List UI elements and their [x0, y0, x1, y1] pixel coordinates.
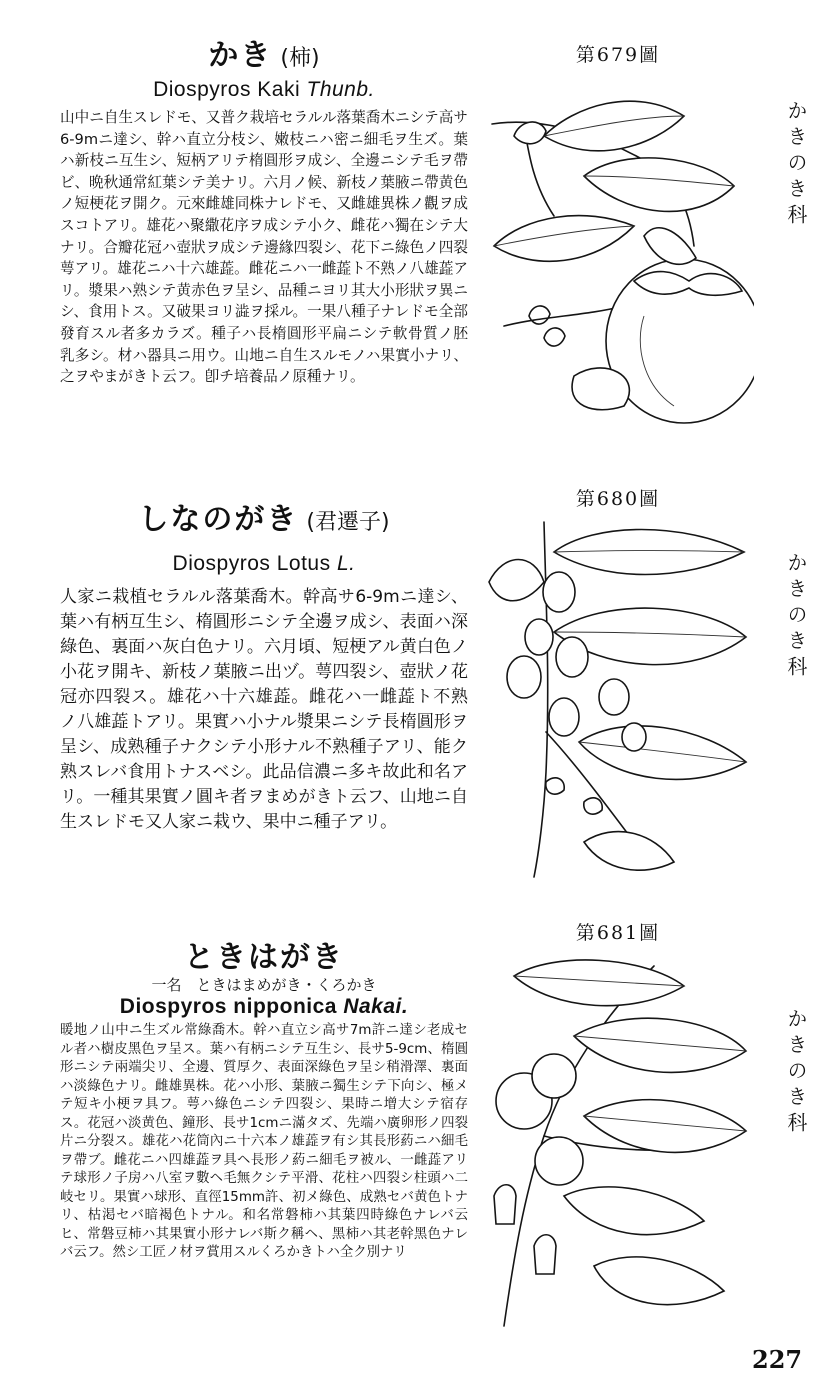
twig	[504, 306, 624, 326]
scientific-name	[60, 551, 468, 577]
fruit	[525, 619, 553, 655]
leaf	[584, 832, 674, 871]
scientific-name	[60, 994, 468, 1020]
title-kana: しなのがき	[138, 502, 299, 537]
leaf	[544, 101, 684, 151]
figure-label-679: 第679圖	[575, 44, 661, 66]
leaf	[489, 560, 544, 601]
fruit	[532, 1054, 576, 1098]
family-label: かきのき科	[784, 1008, 808, 1138]
page-number: 227	[752, 1345, 803, 1374]
flower	[544, 328, 565, 346]
fruit	[599, 679, 629, 715]
title-kanji: (柿)	[280, 46, 320, 71]
description: 山中ニ自生スレドモ、又普ク栽培セラルル落葉喬木ニシテ高サ6-9mニ達シ、幹ハ直立分枝シ、嫩枝ニハ密ニ細毛ヲ生ズ。葉ハ新枝ニ互生シ、短柄アリテ楕圓形ヲ成シ、全邊ニシテ毛ヲ帶ビ、晩秋通常紅葉シテ美ナリ。六月ノ候、新枝ノ葉腋ニ帶黄色ノ短梗花ヲ開ク。元來雌雄同株ナレドモ、又雌雄異株ノ觀ヲ成スコトアリ。雄花ハ聚繖花序ヲ成シテ小ク、雌花ハ獨在シテ大ナリ。合瓣花冠ハ壺狀ヲ成シテ邊緣四裂シ、花下ニ綠色ノ四裂萼アリ。雄花ニハ十六雄蕋。雌花ニハ一雌蕋ト不熟ノ八雄蕋アリ。漿果ハ熟シテ黄赤色ヲ呈シ、品種ニヨリ其大小形狀ヲ異ニシ、食用トス。又破果ヨリ澁ヲ採ル。一果八種子ナレドモ全部發育スル者多カラズ。種子ハ長楕圓形平扁ニシテ軟骨質ノ胚乳多シ。材ハ器具ニ用ウ。山地ニ自生スルモノハ果實小ナリ、之ヲやまがきト云フ。卽チ培養品ノ原種ナリ。	[60, 109, 468, 386]
entry-title: ときはがき	[184, 940, 344, 975]
entry-kaki	[60, 38, 468, 388]
entry-title	[60, 502, 468, 541]
fruit	[543, 572, 575, 612]
description: 暖地ノ山中ニ生ズル常綠喬木。幹ハ直立シ高サ7m許ニ達シ老成セル者ハ樹皮黑色ヲ呈ス。葉ハ有柄ニシテ互生シ、長サ5-9cm、楕圓形ニシテ兩端尖リ、全邊、質厚ク、表面深綠色ヲ呈シ稍滑澤、裏面ハ淡綠色ナリ。雌雄異株。花ハ小形、葉腋ニ獨生シテ下向シ、極メテ短キ小梗ヲ具フ。萼ハ綠色ニシテ四裂シ、果時ニ增大シテ宿存ス。花冠ハ淡黄色、鐘形、長サ1cmニ滿タズ、先端ハ廣卵形ノ四裂片ニ分裂ス。雄花ハ花筒內ニ十六本ノ雄蕋ヲ有シ其長形葯ニハ細毛ヲ帶ブ。雌花ニハ四雄蕋ヲ具ヘ長形ノ葯ニ細毛ヲ被ル、一雌蕋アリテ球形ノ子房ハ八室ヲ數ヘ毛無クシテ平滑、花柱ハ四裂シ柱頭ハ二岐セリ。果實ハ球形、直徑15mm許、初メ綠色、成熟セバ黄色トナリ、枯渇セバ暗褐色トナル。和名常磐柿ハ其葉四時綠色ナレバ云ヒ、常磐豆柿ハ其果實小形ナレバ斯ク稱ヘ、黑柿ハ其老幹黑色ナレバ云フ。然シ工匠ノ材ヲ賞用スルくろかきトハ全ク別ナリ	[60, 1023, 468, 1260]
leaf	[554, 530, 744, 575]
sci-genus: Diospyros Kaki	[153, 78, 301, 101]
figure-label-680: 第680圖	[575, 488, 661, 510]
sci-author: Nakai.	[343, 995, 409, 1018]
title-kana: かき	[208, 38, 273, 73]
leaf	[494, 216, 634, 262]
family-label: かきのき科	[784, 100, 808, 230]
sci-author: Thunb.	[306, 78, 375, 101]
fruit	[535, 1137, 583, 1185]
scientific-name	[60, 77, 468, 103]
leaf	[574, 1018, 746, 1072]
shinanogaki-illustration	[484, 512, 754, 882]
small-fruit	[644, 228, 696, 265]
flower	[534, 1235, 556, 1274]
leaf	[514, 960, 684, 1006]
description: 人家ニ栽植セラルル落葉喬木。幹高サ6-9mニ達シ、葉ハ有柄互生シ、楕圓形ニシテ全邊ヲ成シ、表面ハ深綠色、裏面ハ灰白色ナリ。六月頃、短梗アル黄白色ノ小花ヲ開キ、新枝ノ葉腋ニ出ヅ。萼四裂シ、壺狀ノ花冠亦四裂ス。雄花ハ十六雄蕋。雌花ハ一雌蕋ト不熟ノ八雄蕋トアリ。果實ハ小ナル漿果ニシテ長楕圓形ヲ呈シ、成熟種子ナクシテ小形ナル不熟種子アリ、能ク熟スレバ食用トナスベシ。此品信濃ニ多キ故此和名アリ。一種其果實ノ圓キ者ヲまめがきト云フ、山地ニ自生スレドモ又人家ニ栽ウ、果中ニ種子アリ。	[60, 587, 468, 832]
flower	[514, 122, 546, 144]
flower	[546, 778, 564, 794]
alias-name: 一名 ときはまめがき・くろかき	[151, 976, 377, 994]
flower	[494, 1185, 516, 1224]
kaki-illustration	[484, 76, 754, 436]
fruit	[556, 637, 588, 677]
fruit	[507, 656, 541, 698]
family-label: かきのき科	[784, 552, 808, 682]
sci-genus: Diospyros nipponica	[119, 995, 337, 1018]
entry-shinanogaki	[60, 502, 468, 835]
leaf	[579, 726, 746, 780]
leaf	[594, 1257, 724, 1305]
flower	[584, 798, 602, 814]
sci-genus: Diospyros Lotus	[172, 552, 331, 575]
leaf	[564, 1187, 704, 1235]
tokiwagaki-illustration	[484, 956, 754, 1336]
fruit	[549, 698, 579, 736]
leaf	[572, 368, 629, 410]
sci-author: L.	[336, 552, 356, 575]
title-kanji: (君遷子)	[306, 510, 390, 535]
figure-label-681: 第681圖	[575, 922, 661, 944]
flower	[529, 306, 550, 324]
leaf	[584, 158, 734, 212]
leaf	[584, 1100, 746, 1153]
entry-tokiwagaki	[60, 940, 468, 1263]
entry-title	[60, 38, 468, 77]
fruit	[622, 723, 646, 751]
